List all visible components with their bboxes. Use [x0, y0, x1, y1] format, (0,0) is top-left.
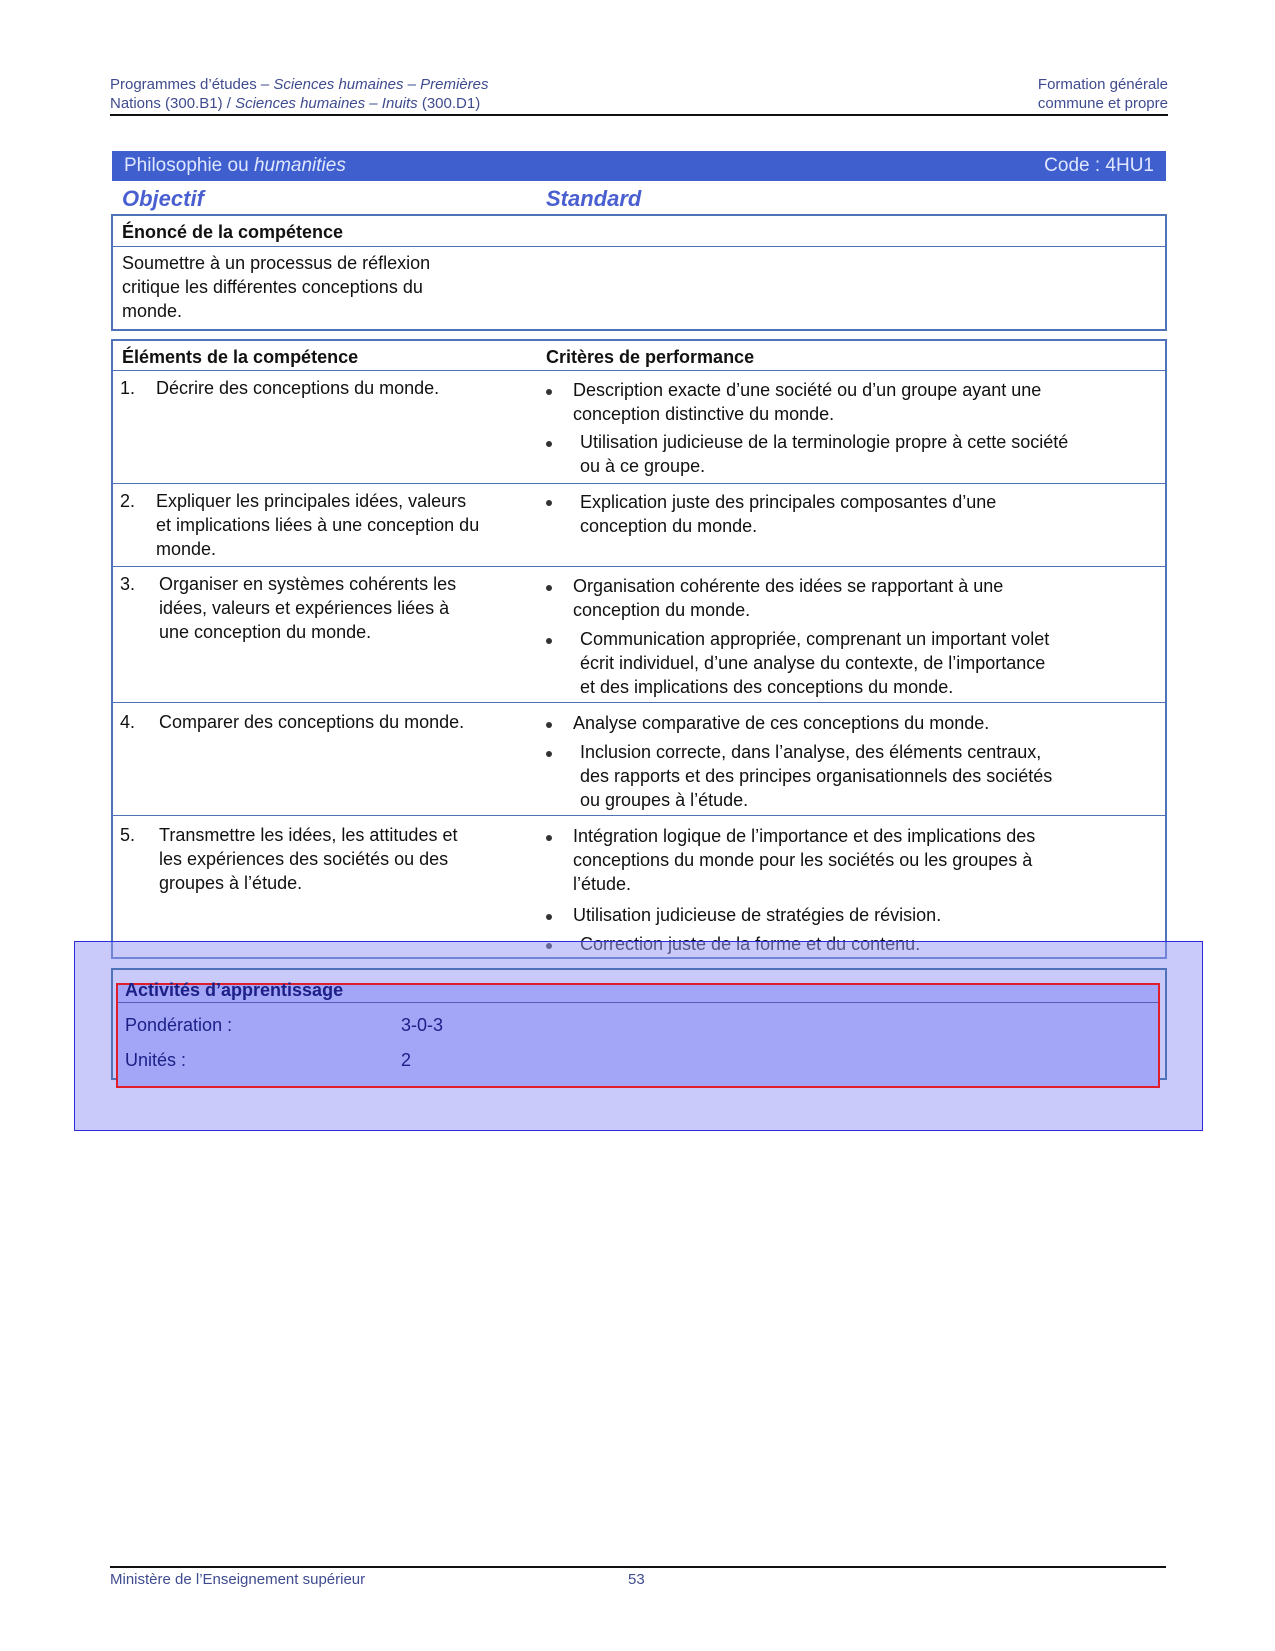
col-elements-heading: Éléments de la compétence [122, 347, 359, 367]
element-text: Expliquer les principales idées, valeurs [156, 491, 467, 511]
bullet-icon [546, 751, 552, 757]
footer-rule [110, 1566, 1166, 1568]
criterion-text: conceptions du monde pour les sociétés ou les groupes à [573, 850, 1033, 870]
statement-divider [113, 246, 1165, 247]
header-program-code: Nations (300.B1) / [110, 95, 236, 112]
element-text: Décrire des conceptions du monde. [156, 378, 440, 398]
criterion-text: Organisation cohérente des idées se rapportant à une [573, 576, 1004, 596]
header-program-line2 [110, 94, 480, 113]
course-title-italic: humanities [253, 155, 346, 176]
statement-heading: Énoncé de la compétence [122, 222, 344, 242]
header-program-text: Programmes d’études – [110, 76, 274, 93]
element-number: 5. [120, 825, 136, 845]
criterion-text: Utilisation judicieuse de stratégies de révision. [573, 905, 942, 925]
header-program-line1 [110, 75, 489, 94]
course-title-text: Philosophie ou [124, 155, 254, 176]
activities-heading: Activités d’apprentissage [125, 980, 344, 1000]
objective-label: Objectif [122, 186, 204, 211]
header-program-inuit-code: (300.D1) [417, 95, 481, 112]
statement-line: monde. [122, 301, 183, 321]
criterion-text: Explication juste des principales composantes d’une [580, 492, 997, 512]
criterion-text: Description exacte d’une société ou d’un groupe ayant une [573, 380, 1042, 400]
footer-ministry: Ministère de l’Enseignement supérieur [110, 1571, 366, 1588]
criterion-text: Analyse comparative de ces conceptions du monde. [573, 713, 990, 733]
weighting-value: 3-0-3 [401, 1015, 444, 1035]
row-divider [113, 815, 1165, 816]
bullet-icon [546, 638, 552, 644]
element-text: et implications liées à une conception du [156, 515, 480, 535]
element-number: 3. [120, 574, 136, 594]
criterion-text: Communication appropriée, comprenant un important volet [580, 629, 1050, 649]
bullet-icon [546, 835, 552, 841]
criterion-text: conception du monde. [580, 516, 758, 536]
header-rule [110, 114, 1168, 116]
criterion-text: conception distinctive du monde. [573, 404, 835, 424]
bullet-icon [546, 500, 552, 506]
bullet-icon [546, 441, 552, 447]
criterion-text: Utilisation judicieuse de la terminologie propre à cette société [580, 432, 1069, 452]
bullet-icon [546, 585, 552, 591]
footer-page-number: 53 [628, 1571, 645, 1588]
header-formation-line1: Formation générale [1037, 76, 1168, 93]
criterion-text: Inclusion correcte, dans l’analyse, des éléments centraux, [580, 742, 1042, 762]
element-text: monde. [156, 539, 217, 559]
criterion-text: l’étude. [573, 874, 632, 894]
element-text: une conception du monde. [159, 622, 372, 642]
criterion-text: Intégration logique de l’importance et des implications des [573, 826, 1036, 846]
row-divider [113, 483, 1165, 484]
criterion-text: ou à ce groupe. [580, 456, 706, 476]
bullet-icon [546, 389, 552, 395]
col-criteria-heading: Critères de performance [546, 347, 755, 367]
course-code: Code : 4HU1 [1044, 155, 1154, 176]
criterion-text: conception du monde. [573, 600, 751, 620]
element-text: Organiser en systèmes cohérents les [159, 574, 457, 594]
course-title-bar [112, 151, 1166, 181]
weighting-label: Pondération : [125, 1015, 233, 1035]
statement-line: critique les différentes conceptions du [122, 277, 423, 297]
activities-divider [118, 1002, 1158, 1003]
units-value: 2 [401, 1050, 412, 1070]
units-label: Unités : [125, 1050, 187, 1070]
element-text: les expériences des sociétés ou des [159, 849, 449, 869]
header-formation-line2: commune et propre [1037, 95, 1168, 112]
standard-label: Standard [546, 186, 642, 211]
row-divider [113, 566, 1165, 567]
criterion-text: et des implications des conceptions du monde. [580, 677, 954, 697]
element-text: groupes à l’étude. [159, 873, 303, 893]
element-number: 1. [120, 378, 136, 398]
bullet-icon [546, 722, 552, 728]
element-text: Comparer des conceptions du monde. [159, 712, 465, 732]
bullet-icon [546, 914, 552, 920]
table-header-divider [113, 370, 1165, 371]
statement-line: Soumettre à un processus de réflexion [122, 253, 431, 273]
criterion-text: des rapports et des principes organisationnels des sociétés [580, 766, 1053, 786]
criterion-text: ou groupes à l’étude. [580, 790, 749, 810]
header-program-inuit: Sciences humaines – Inuits [235, 95, 418, 112]
header-program-italic: Sciences humaines – Premières [273, 76, 489, 93]
row-divider [113, 702, 1165, 703]
element-text: Transmettre les idées, les attitudes et [159, 825, 458, 845]
element-text: idées, valeurs et expériences liées à [159, 598, 450, 618]
course-title [124, 151, 346, 181]
element-number: 2. [120, 491, 136, 511]
criterion-text: écrit individuel, d’une analyse du contexte, de l’importance [580, 653, 1046, 673]
element-number: 4. [120, 712, 136, 732]
